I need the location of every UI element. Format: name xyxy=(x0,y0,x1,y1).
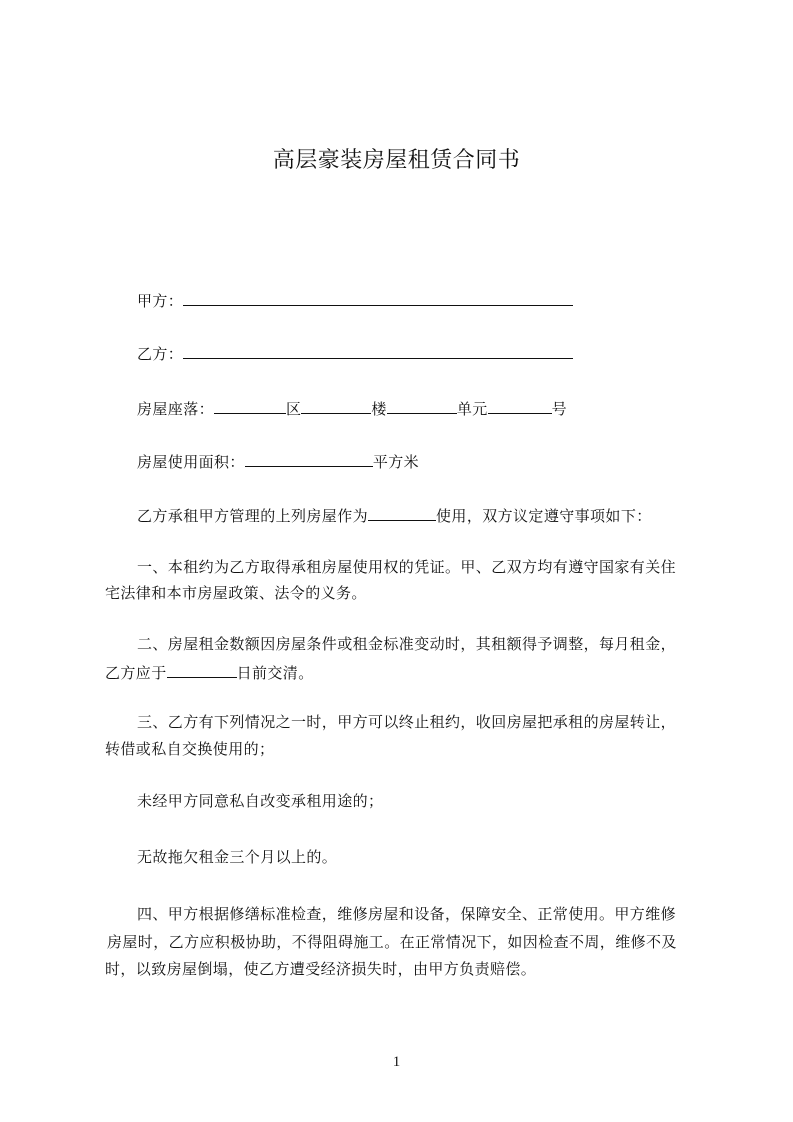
page-number: 1 xyxy=(392,1054,401,1070)
location-line xyxy=(137,398,567,419)
usage-blank xyxy=(368,505,436,521)
clause-2-line-1: 二、房屋租金数额因房屋条件或租金标准变动时，其租额得予调整，每月租金， xyxy=(137,635,677,653)
document-title: 高层豪装房屋租赁合同书 xyxy=(272,148,521,173)
building-blank xyxy=(301,398,371,414)
location-label: 房屋座落： xyxy=(137,400,215,418)
district-label: 区 xyxy=(286,400,302,418)
area-line xyxy=(137,451,419,472)
area-label: 房屋使用面积： xyxy=(137,453,245,471)
clause-2-text-end: 日前交清。 xyxy=(236,664,314,682)
party-a-label: 甲方： xyxy=(137,292,184,310)
party-b-label: 乙方： xyxy=(137,345,184,363)
number-label: 号 xyxy=(551,400,568,418)
item-a: 未经甲方同意私自改变承租用途的； xyxy=(137,792,384,810)
clause-1-line-1: 一、本租约为乙方取得承租房屋使用权的凭证。甲、乙双方均有遵守国家有关住 xyxy=(137,558,677,576)
number-blank xyxy=(488,398,552,414)
building-label: 楼 xyxy=(371,400,387,418)
unit-label: 单元 xyxy=(456,400,488,418)
clause-1-line-2: 宅法律和本市房屋政策、法令的义务。 xyxy=(105,584,367,602)
party-b-blank xyxy=(183,343,573,359)
clause-3-line-1: 三、乙方有下列情况之一时，甲方可以终止租约，收回房屋把承租的房屋转让， xyxy=(137,713,677,731)
clause-2-text: 乙方应于 xyxy=(105,664,167,682)
clause-3-line-2: 转借或私自交换使用的； xyxy=(105,740,275,758)
district-blank xyxy=(214,398,286,414)
intro-text-end: 使用，双方议定遵守事项如下： xyxy=(436,507,652,525)
clause-4-line-1: 四、甲方根据修缮标准检查，维修房屋和设备，保障安全、正常使用。甲方维修 xyxy=(137,905,677,923)
clause-4-line-2: 房屋时，乙方应积极协助，不得阻碍施工。在正常情况下，如因检查不周，维修不及 xyxy=(107,933,677,951)
clause-2-line-2 xyxy=(105,662,314,683)
area-unit: 平方米 xyxy=(372,453,420,471)
unit-blank xyxy=(387,398,457,414)
area-blank xyxy=(245,451,373,467)
intro-line xyxy=(137,505,652,526)
due-day-blank xyxy=(167,662,237,678)
item-b: 无故拖欠租金三个月以上的。 xyxy=(137,848,338,866)
party-b-line xyxy=(137,343,573,364)
party-a-blank xyxy=(183,290,573,306)
clause-4-line-3: 时，以致房屋倒塌，使乙方遭受经济损失时，由甲方负责赔偿。 xyxy=(105,960,537,978)
party-a-line xyxy=(137,290,573,311)
intro-text: 乙方承租甲方管理的上列房屋作为 xyxy=(137,507,369,525)
